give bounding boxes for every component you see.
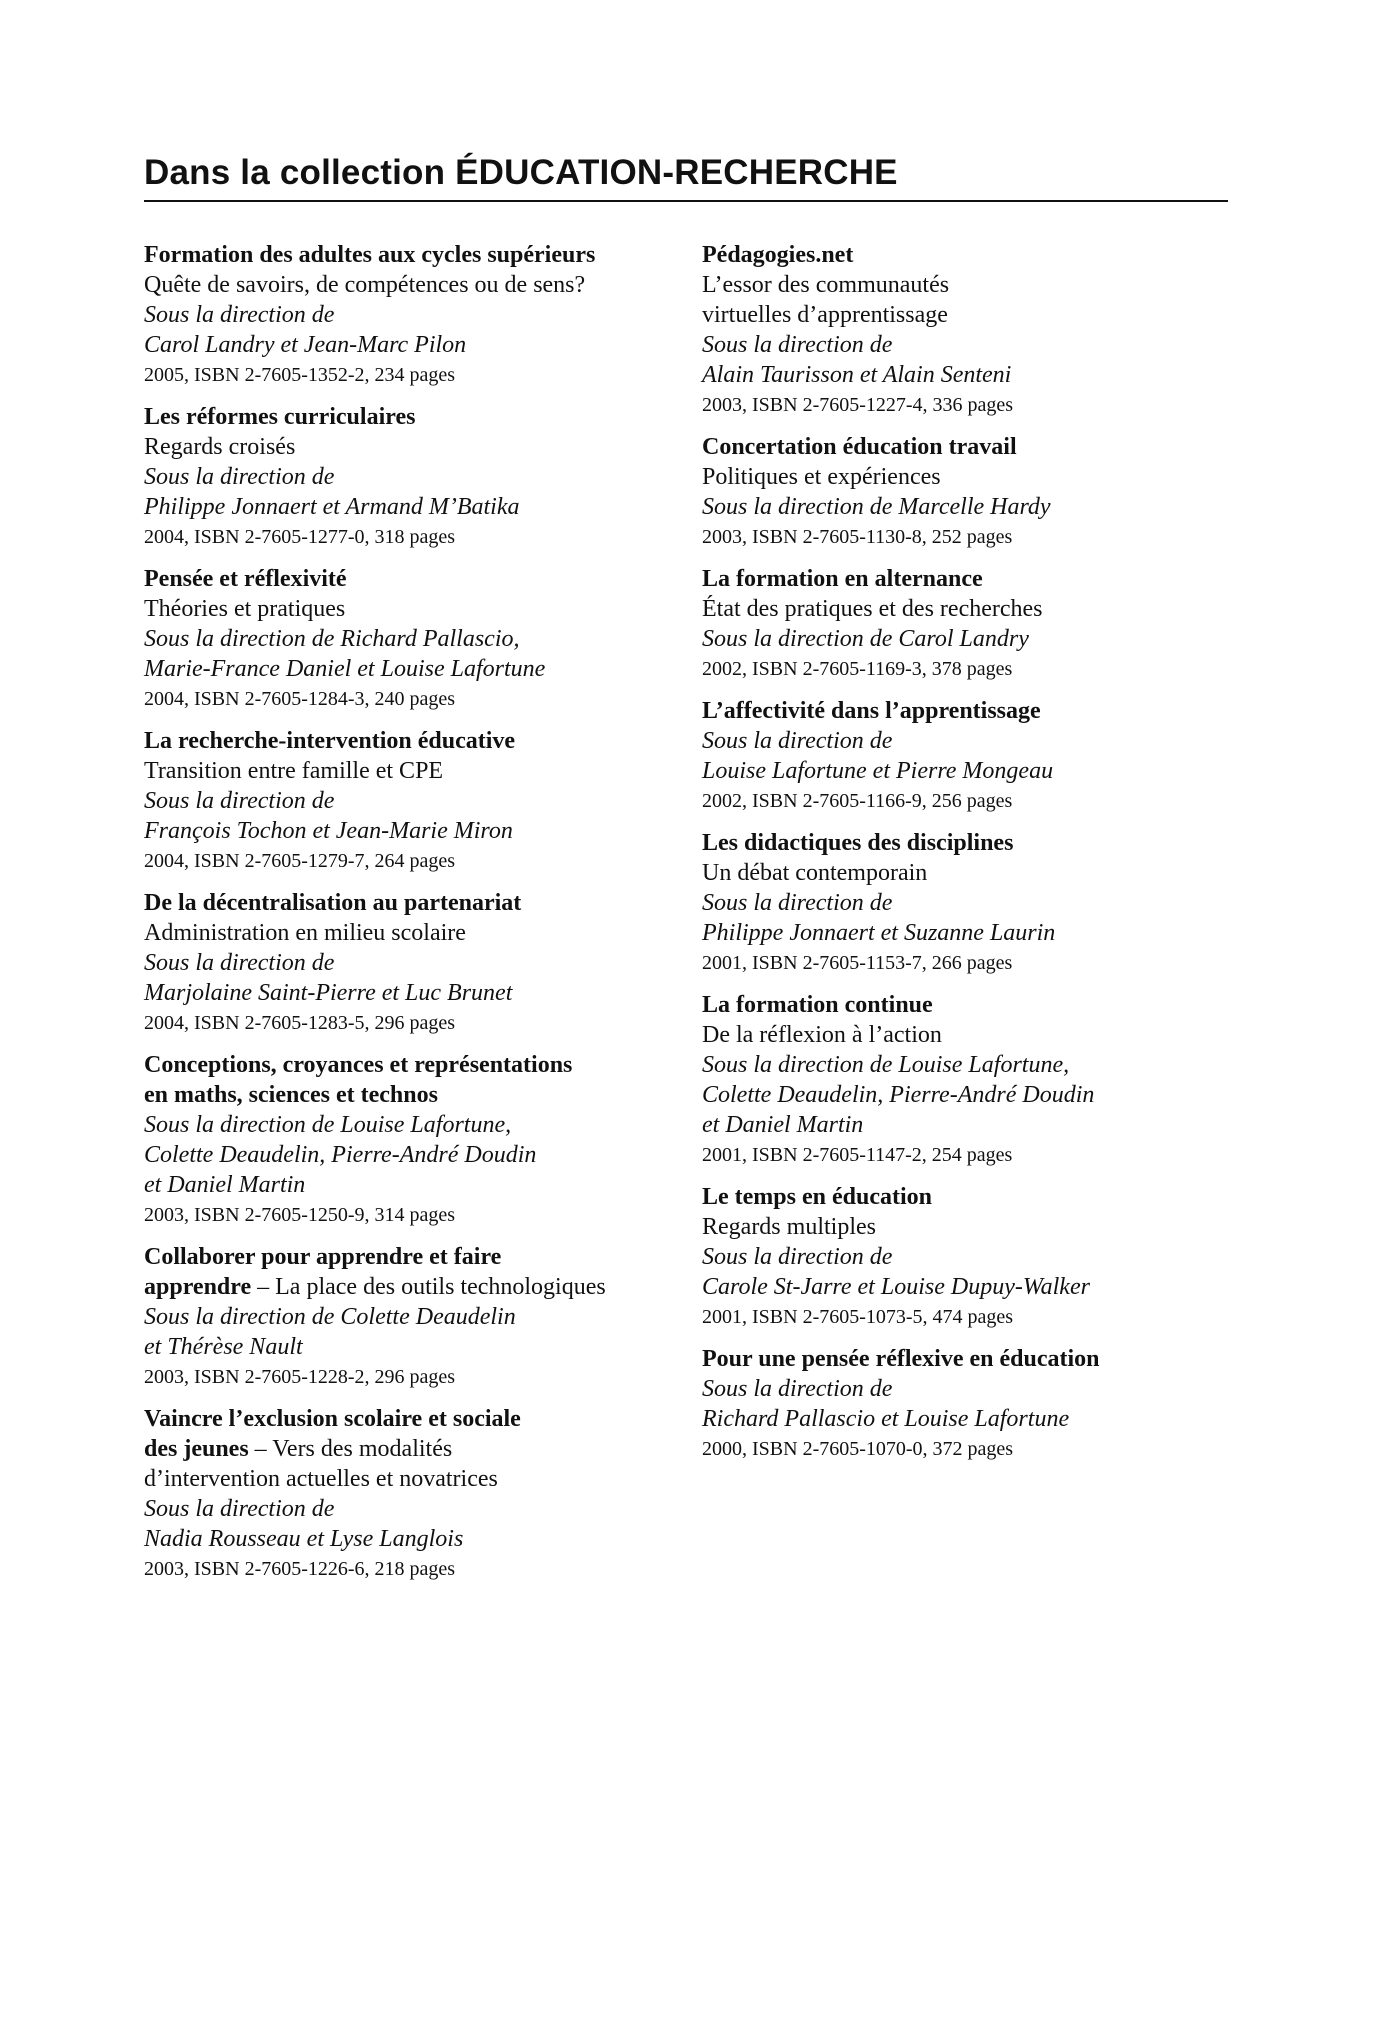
book-editors: Marie-France Daniel et Louise Lafortune — [144, 656, 546, 682]
book-entry — [144, 240, 684, 390]
book-subtitle: Regards multiples — [702, 1214, 876, 1240]
book-subtitle: État des pratiques et des recherches — [702, 596, 1043, 622]
book-editors: Carole St-Jarre et Louise Dupuy-Walker — [702, 1274, 1090, 1300]
book-publication-info: 2003, ISBN 2-7605-1227-4, 336 pages — [702, 394, 1014, 416]
book-title: La formation en alternance — [702, 566, 983, 592]
book-editors: Sous la direction de — [702, 1244, 893, 1270]
book-entry — [144, 888, 684, 1038]
book-entry — [144, 1404, 684, 1584]
book-entry — [702, 990, 1222, 1170]
book-publication-info: 2003, ISBN 2-7605-1226-6, 218 pages — [144, 1558, 456, 1580]
book-publication-info: 2003, ISBN 2-7605-1250-9, 314 pages — [144, 1204, 456, 1226]
book-title: des jeunes — [144, 1436, 249, 1462]
book-publication-info: 2004, ISBN 2-7605-1283-5, 296 pages — [144, 1012, 456, 1034]
book-subtitle: d’intervention actuelles et novatrices — [144, 1466, 498, 1492]
book-entry — [702, 564, 1222, 684]
book-editors: Sous la direction de — [144, 950, 335, 976]
book-title: La formation continue — [702, 992, 933, 1018]
book-subtitle: De la réflexion à l’action — [702, 1022, 942, 1048]
left-column — [144, 240, 684, 1596]
book-publication-info: 2000, ISBN 2-7605-1070-0, 372 pages — [702, 1438, 1014, 1460]
page-title: Dans la collection ÉDUCATION-RECHERCHE — [144, 153, 898, 192]
book-publication-info: 2004, ISBN 2-7605-1277-0, 318 pages — [144, 526, 456, 548]
book-publication-info: 2004, ISBN 2-7605-1284-3, 240 pages — [144, 688, 456, 710]
right-column — [702, 240, 1222, 1476]
book-editors: Marjolaine Saint-Pierre et Luc Brunet — [144, 980, 513, 1006]
book-entry — [702, 828, 1222, 978]
book-editors: Carol Landry et Jean-Marc Pilon — [144, 332, 467, 358]
book-title-continued — [144, 1272, 684, 1302]
book-title: Formation des adultes aux cycles supérieurs — [144, 242, 596, 268]
book-title: apprendre — [144, 1274, 252, 1300]
book-title: Les didactiques des disciplines — [702, 830, 1014, 856]
book-subtitle: Regards croisés — [144, 434, 296, 460]
book-title: La recherche-intervention éducative — [144, 728, 516, 754]
book-entry — [702, 432, 1222, 552]
book-subtitle: Quête de savoirs, de compétences ou de sens? — [144, 272, 586, 298]
book-entry — [144, 1050, 684, 1230]
book-title-continued — [144, 1434, 684, 1464]
book-title: Concertation éducation travail — [702, 434, 1017, 460]
page-header — [144, 150, 1228, 202]
book-subtitle: Un débat contemporain — [702, 860, 928, 886]
book-subtitle: Transition entre famille et CPE — [144, 758, 444, 784]
book-subtitle: Théories et pratiques — [144, 596, 346, 622]
book-title: Pensée et réflexivité — [144, 566, 347, 592]
book-editors: Richard Pallascio et Louise Lafortune — [702, 1406, 1070, 1432]
book-title: Collaborer pour apprendre et faire — [144, 1244, 502, 1270]
book-editors: Sous la direction de — [702, 728, 893, 754]
book-entry — [702, 240, 1222, 420]
book-editors: Sous la direction de Carol Landry — [702, 626, 1029, 652]
book-editors: Colette Deaudelin, Pierre-André Doudin — [702, 1082, 1095, 1108]
book-editors: et Daniel Martin — [702, 1112, 864, 1138]
book-editors: Philippe Jonnaert et Armand M’Batika — [144, 494, 520, 520]
book-editors: Sous la direction de Richard Pallascio, — [144, 626, 520, 652]
book-entry — [144, 402, 684, 552]
book-title: L’affectivité dans l’apprentissage — [702, 698, 1041, 724]
book-entry — [702, 696, 1222, 816]
book-publication-info: 2002, ISBN 2-7605-1169-3, 378 pages — [702, 658, 1013, 680]
book-subtitle: L’essor des communautés — [702, 272, 950, 298]
book-publication-info: 2001, ISBN 2-7605-1153-7, 266 pages — [702, 952, 1013, 974]
book-editors: Alain Taurisson et Alain Senteni — [702, 362, 1012, 388]
book-title: De la décentralisation au partenariat — [144, 890, 522, 916]
book-editors: Sous la direction de Marcelle Hardy — [702, 494, 1051, 520]
book-entry — [144, 726, 684, 876]
book-publication-info: 2004, ISBN 2-7605-1279-7, 264 pages — [144, 850, 456, 872]
book-editors: François Tochon et Jean-Marie Miron — [144, 818, 513, 844]
book-title: Pour une pensée réflexive en éducation — [702, 1346, 1100, 1372]
book-publication-info: 2001, ISBN 2-7605-1147-2, 254 pages — [702, 1144, 1013, 1166]
book-publication-info: 2005, ISBN 2-7605-1352-2, 234 pages — [144, 364, 456, 386]
book-publication-info: 2002, ISBN 2-7605-1166-9, 256 pages — [702, 790, 1013, 812]
book-editors: et Daniel Martin — [144, 1172, 306, 1198]
book-editors: Sous la direction de — [144, 788, 335, 814]
book-editors: Sous la direction de — [702, 890, 893, 916]
book-title: Les réformes curriculaires — [144, 404, 416, 430]
book-editors: Philippe Jonnaert et Suzanne Laurin — [702, 920, 1056, 946]
book-editors: Colette Deaudelin, Pierre-André Doudin — [144, 1142, 537, 1168]
book-publication-info: 2003, ISBN 2-7605-1228-2, 296 pages — [144, 1366, 456, 1388]
book-editors: Sous la direction de — [144, 1496, 335, 1522]
book-subtitle: virtuelles d’apprentissage — [702, 302, 948, 328]
book-title: Pédagogies.net — [702, 242, 854, 268]
title-underline — [144, 200, 1228, 202]
book-editors: et Thérèse Nault — [144, 1334, 303, 1360]
book-editors: Nadia Rousseau et Lyse Langlois — [144, 1526, 464, 1552]
book-editors: Sous la direction de — [144, 302, 335, 328]
book-editors: Louise Lafortune et Pierre Mongeau — [702, 758, 1054, 784]
book-publication-info: 2003, ISBN 2-7605-1130-8, 252 pages — [702, 526, 1013, 548]
book-editors: Sous la direction de Louise Lafortune, — [144, 1112, 512, 1138]
book-subtitle: – Vers des modalités — [248, 1436, 453, 1462]
book-entry — [144, 564, 684, 714]
book-editors: Sous la direction de — [702, 1376, 893, 1402]
book-editors: Sous la direction de — [702, 332, 893, 358]
book-editors: Sous la direction de Louise Lafortune, — [702, 1052, 1070, 1078]
book-title: Conceptions, croyances et représentations — [144, 1052, 573, 1078]
book-subtitle: – La place des outils technologiques — [251, 1274, 606, 1300]
book-editors: Sous la direction de Colette Deaudelin — [144, 1304, 516, 1330]
book-subtitle: Politiques et expériences — [702, 464, 941, 490]
book-editors: Sous la direction de — [144, 464, 335, 490]
book-entry — [702, 1344, 1222, 1464]
book-title: en maths, sciences et technos — [144, 1082, 438, 1108]
book-title: Le temps en éducation — [702, 1184, 932, 1210]
book-publication-info: 2001, ISBN 2-7605-1073-5, 474 pages — [702, 1306, 1014, 1328]
book-entry — [702, 1182, 1222, 1332]
book-subtitle: Administration en milieu scolaire — [144, 920, 466, 946]
book-entry — [144, 1242, 684, 1392]
book-title: Vaincre l’exclusion scolaire et sociale — [144, 1406, 521, 1432]
